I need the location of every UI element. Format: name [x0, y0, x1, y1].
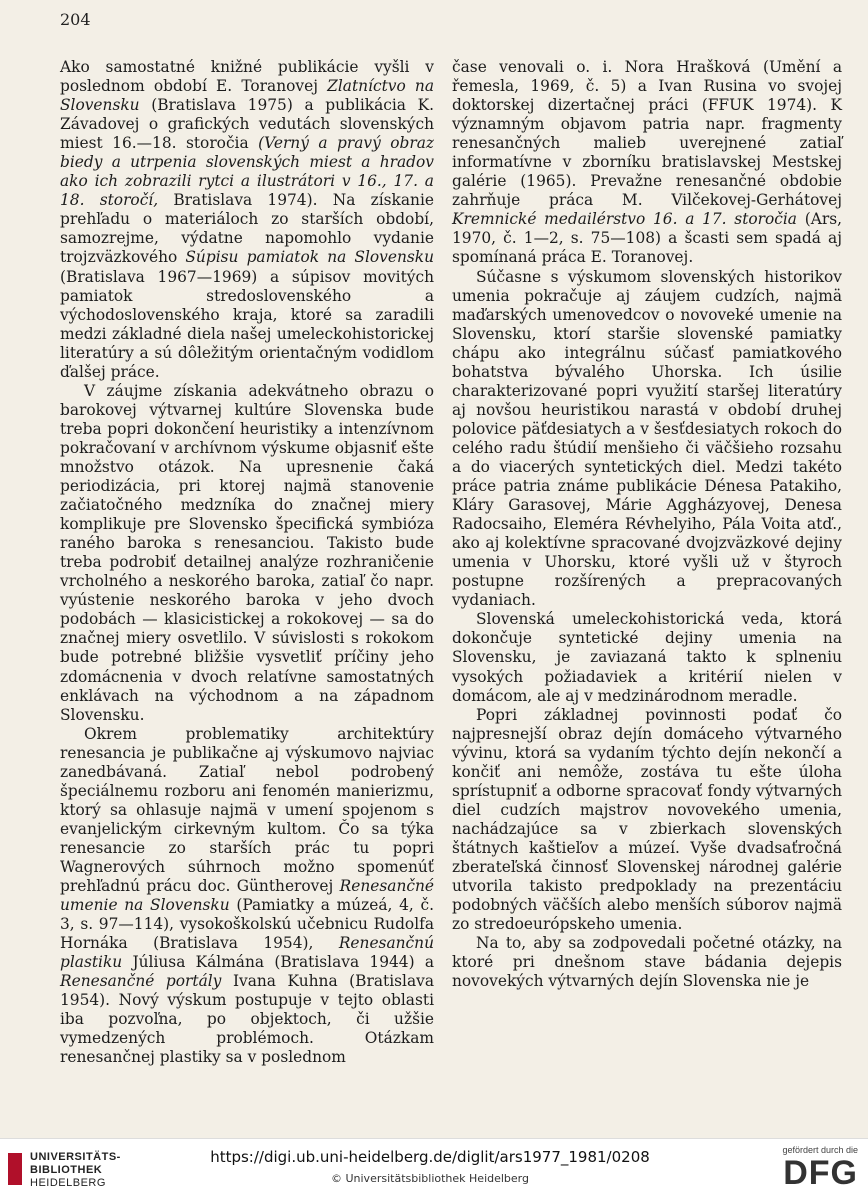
- paragraph: Okrem problematiky architektúry renesancia je publikačne aj výskumovo najviac zanedbávaná. Zatiaľ nebol podrobený špeciálnemu rozboru ani fenomén manierizmu, ktorý sa ohlasuje najmä v umení spojenom s evanjelickým cirkevným kultom. Čo sa týka renesancie zo starších prác tu popri Wagnerových súhrnoch možno spomenúť prehľadnú prácu doc. Güntherovej Renesančné umenie na Slovensku (Pamiatky a múzeá, 4, č. 3, s. 97—114), vysokoškolskú učebnicu Rudolfa Hornáka (Bratislava 1954), Renesančnú plastiku Júliusa Kálmána (Bratislava 1944) a Renesančné portály Ivana Kuhna (Bratislava 1954). Nový výskum postupuje v tejto oblasti iba pozvoľna, po objektoch, či užšie vymedzených problémoch. Otázkam renesančnej plastiky sa v poslednom: [60, 724, 434, 1067]
- dfg-wordmark: DFG: [783, 1154, 858, 1192]
- library-name-line: HEIDELBERG: [30, 1177, 106, 1189]
- funded-by-label: gefördert durch die: [782, 1145, 858, 1155]
- paragraph: Na to, aby sa zodpovedali početné otázky, na ktoré pri dnešnom stave bádania dejepis novovekých výtvarných dejín Slovenska nie je: [452, 934, 842, 991]
- university-library-logo[interactable]: [8, 1149, 158, 1189]
- paragraph: čase venovali o. i. Nora Hrašková (Umění a řemesla, 1969, č. 5) a Ivan Rusina vo svojej doktorskej dizertačnej práci (FFUK 1974). K významným objavom patria napr. fragmenty renesančných malieb uverejnené zatiaľ informatívne v zborníku bratislavskej Mestskej galérie (1965). Prevažne renesančné obdobie zahrňuje práca M. Vilčekovej-Gerhátovej Kremnické medailérstvo 16. a 17. storočia (Ars, 1970, č. 1—2, s. 75—108) a šcasti sem spadá aj spomínaná práca E. Toranovej.: [452, 58, 842, 267]
- permalink-url[interactable]: https://digi.ub.uni-heidelberg.de/diglit/ars1977_1981/0208: [210, 1148, 650, 1166]
- paragraph: Slovenská umeleckohistorická veda, ktorá dokončuje syntetické dejiny umenia na Slovensku, je zaviazaná takto k splneniu vysokých požiadaviek a kritérií nielen v domácom, ale aj v medzinárodnom meradle.: [452, 610, 842, 705]
- library-logo-mark-icon: [8, 1153, 22, 1185]
- paragraph: V záujme získania adekvátneho obrazu o barokovej výtvarnej kultúre Slovenska bude treba popri dokončení heuristiky a intenzívnom pokračovaní v archívnom výskume objasniť ešte množstvo otázok. Na upresnenie čaká periodizácia, pri ktorej najmä stanovenie začiatočného medzníka do značnej miery komplikuje pre Slovensko špecifická symbióza raného baroka s renesanciou. Takisto bude treba podrobiť detailnej analýze rozhraničenie vrcholného a neskorého baroka, zatiaľ čo napr. vyústenie neskorého baroka v jeho dvoch podobách — klasicistickej a rokokovej — sa do značnej miery osvetlilo. V súvislosti s rokokom bude potrebné bližšie vysvetliť príčiny jeho zdomácnenia v dvoch relatívne samostatných enklávach na východnom a na západnom Slovensku.: [60, 381, 434, 724]
- paragraph: Ako samostatné knižné publikácie vyšli v poslednom období E. Toranovej Zlatníctvo na Slovensku (Bratislava 1975) a publikácia K. Závadovej o grafických vedutách slovenských miest 16.—18. storočia (Verný a pravý obraz biedy a utrpenia slovenských miest a hradov ako ich zobrazili rytci a ilustrátori v 16., 17. a 18. storočí, Bratislava 1974). Na získanie prehľadu o materiáloch zo starších období, samozrejme, výdatne napomohlo vydanie trojzväzkového Súpisu pamiatok na Slovensku (Bratislava 1967—1969) a súpisov movitých pamiatok stredoslovenského a východoslovenského kraja, ktoré sa zaradili medzi základné diela našej umeleckohistorickej literatúry a sú dôležitým orientačným vodidlom ďalšej práce.: [60, 58, 435, 381]
- library-name-line: UNIVERSITÄTS-: [30, 1151, 121, 1163]
- paragraph: Súčasne s výskumom slovenských historikov umenia pokračuje aj záujem cudzích, najmä maďarských umenovedcov o novoveké umenie na Slovensku, ktorí staršie slovenské pamiatky chápu ako integrálnu súčasť pamiatkového bohatstva bývalého Uhorska. Ich úsilie charakterizované popri využití staršej literatúry aj novšou heuristikou narastá v období druhej polovice päťdesiatych a v šesťdesiatych rokoch do celého radu štúdií menšieho či väčšieho rozsahu a do viacerých syntetických diel. Medzi takéto práce patria známe publikácie Dénesa Patakiho, Kláry Garasovej, Márie Aggházyovej, Denesa Radocsaiho, Eleméra Révhelyiho, Pála Voita atď., ako aj kolektívne spracované dvojzväzkové dejiny umenia v Uhorsku, ktoré vyšli už v štyroch postupne rozšírených a prepracovaných vydaniach.: [452, 267, 842, 610]
- viewer-footer: [0, 1138, 868, 1197]
- library-name-line: BIBLIOTHEK: [30, 1164, 103, 1176]
- left-column: [60, 58, 434, 1067]
- right-column: [452, 58, 842, 991]
- dfg-logo[interactable]: [740, 1143, 860, 1193]
- page-number: 204: [60, 10, 91, 29]
- copyright-notice: © Universitätsbibliothek Heidelberg: [330, 1172, 529, 1185]
- paragraph: Popri základnej povinnosti podať čo najpresnejší obraz dejín domáceho výtvarného vývinu, ktorá sa vydaním týchto dejín nekončí a končiť ani nemôže, zostáva tu ešte úloha sprístupniť a odborne spracovať fondy výtvarných diel cudzích majstrov novovekého umenia, nachádzajúce sa v zbierkach slovenských štátnych kaštieľov a múzeí. Vyše dvadsaťročná zberateľská činnosť Slovenskej národnej galérie utvorila takisto predpoklady na prezentáciu podobných väčších alebo menších súborov najmä zo stredoeurópskeho umenia.: [452, 705, 842, 934]
